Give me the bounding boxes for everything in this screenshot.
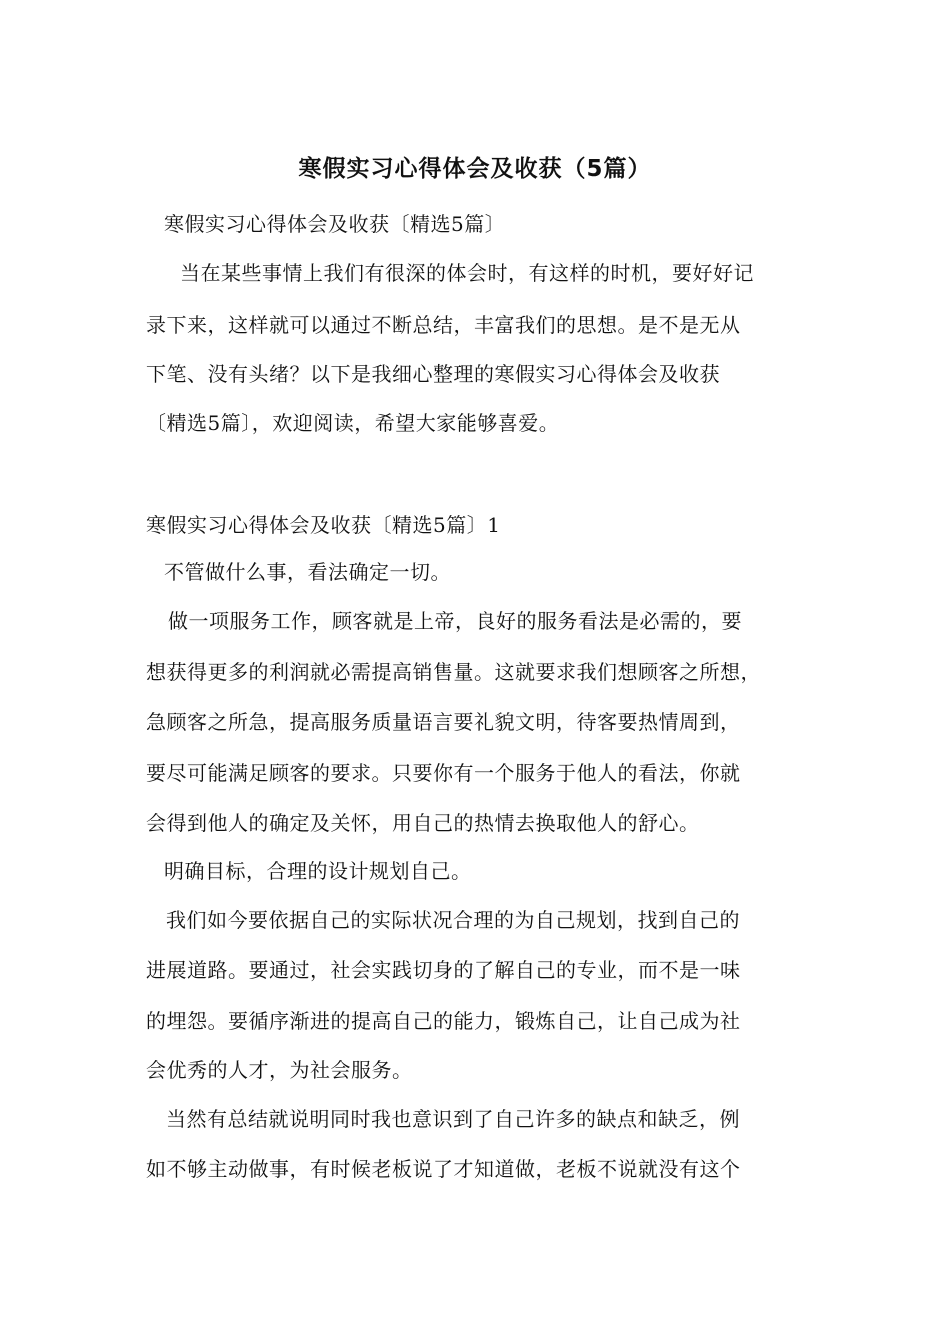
body-line: 不管做什么事，看法确定一切。 (164, 560, 451, 584)
body-line: 要尽可能满足顾客的要求。只要你有一个服务于他人的看法，你就 (146, 761, 741, 785)
body-line: 我们如今要依据自己的实际状况合理的为自己规划，找到自己的 (166, 908, 740, 932)
body-line: 的埋怨。要循序渐进的提高自己的能力，锻炼自己，让自己成为社 (146, 1009, 741, 1033)
intro-line: 下笔、没有头绪？以下是我细心整理的寒假实习心得体会及收获 (146, 362, 720, 386)
section-heading: 寒假实习心得体会及收获〔精选5篇〕1 (146, 513, 501, 537)
body-line: 做一项服务工作，顾客就是上帝，良好的服务看法是必需的，要 (168, 609, 742, 633)
body-line: 明确目标，合理的设计规划自己。 (164, 859, 472, 883)
intro-line: 录下来，这样就可以通过不断总结，丰富我们的思想。是不是无从 (146, 313, 741, 337)
intro-line: 当在某些事情上我们有很深的体会时，有这样的时机，要好好记 (180, 261, 754, 285)
body-line: 想获得更多的利润就必需提高销售量。这就要求我们想顾客之所想， (146, 660, 761, 684)
document-title: 寒假实习心得体会及收获（5篇） (298, 156, 652, 182)
intro-line: 〔精选5篇〕，欢迎阅读，希望大家能够喜爱。 (146, 411, 560, 435)
body-line: 急顾客之所急，提高服务质量语言要礼貌文明，待客要热情周到， (146, 710, 741, 734)
body-line: 会优秀的人才，为社会服务。 (146, 1058, 413, 1082)
body-line: 进展道路。要通过，社会实践切身的了解自己的专业，而不是一味 (146, 958, 741, 982)
body-line: 会得到他人的确定及关怀，用自己的热情去换取他人的舒心。 (146, 811, 700, 835)
body-line: 如不够主动做事，有时候老板说了才知道做，老板不说就没有这个 (146, 1157, 741, 1181)
body-line: 当然有总结就说明同时我也意识到了自己许多的缺点和缺乏，例 (166, 1107, 740, 1131)
document-subtitle: 寒假实习心得体会及收获〔精选5篇〕 (164, 212, 506, 236)
